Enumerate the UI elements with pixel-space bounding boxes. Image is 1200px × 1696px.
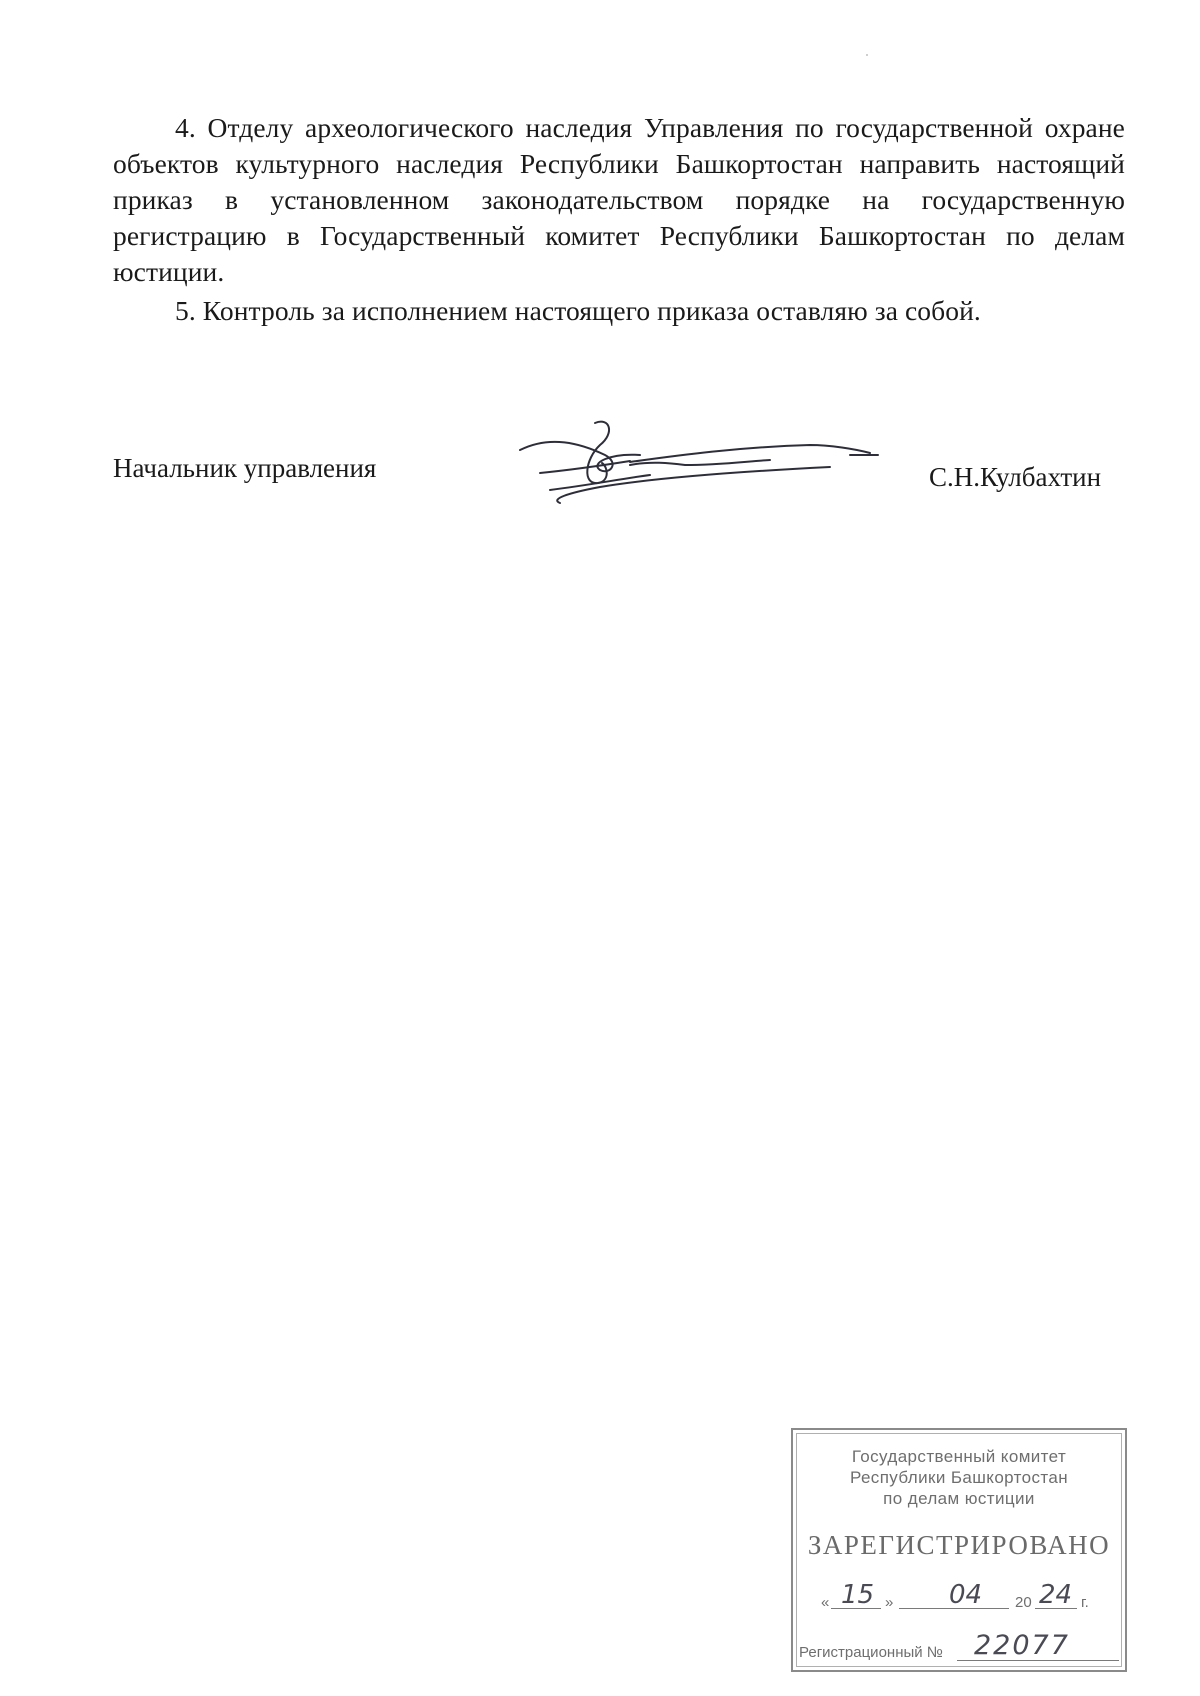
signatory-position: Начальник управления xyxy=(113,453,377,483)
stamp-day: 15 xyxy=(841,1580,875,1610)
stamp-quote-close: » xyxy=(885,1594,894,1611)
paragraph-4: 4. Отделу археологического наследия Управления по государственной охране объектов культурного наследия Республики Башкортостан направить настоящий приказ в установленном законодательством порядке на государственную регистрацию в Государственный комитет Республики Башкортостан по делам юстиции. xyxy=(113,112,1125,287)
stamp-org-line-1: Государственный комитет xyxy=(851,1447,1067,1466)
stamp-organization xyxy=(793,1446,1125,1509)
stamp-org-line-3: по делам юстиции xyxy=(883,1489,1035,1508)
stamp-year-prefix: 20 xyxy=(1015,1594,1032,1611)
stamp-month: 04 xyxy=(949,1580,983,1610)
stamp-reg-label: Регистрационный № xyxy=(799,1644,943,1661)
stamp-quote-open: « xyxy=(821,1594,830,1611)
scan-speck xyxy=(866,54,868,56)
stamp-year-unit: г. xyxy=(1081,1594,1089,1611)
registration-stamp xyxy=(791,1428,1127,1672)
document-body xyxy=(113,110,1125,329)
handwritten-signature xyxy=(510,415,890,515)
stamp-date xyxy=(821,1580,1121,1614)
signatory-name: С.Н.Кулбахтин xyxy=(929,462,1102,492)
stamp-year-suffix: 24 xyxy=(1039,1580,1073,1610)
stamp-reg-number: 22077 xyxy=(974,1630,1070,1661)
paragraph-5: 5. Контроль за исполнением настоящего приказа оставляю за собой. xyxy=(175,295,981,326)
stamp-registration xyxy=(799,1630,1119,1664)
stamp-title: ЗАРЕГИСТРИРОВАНО xyxy=(807,1530,1111,1560)
stamp-org-line-2: Республики Башкортостан xyxy=(849,1468,1069,1487)
